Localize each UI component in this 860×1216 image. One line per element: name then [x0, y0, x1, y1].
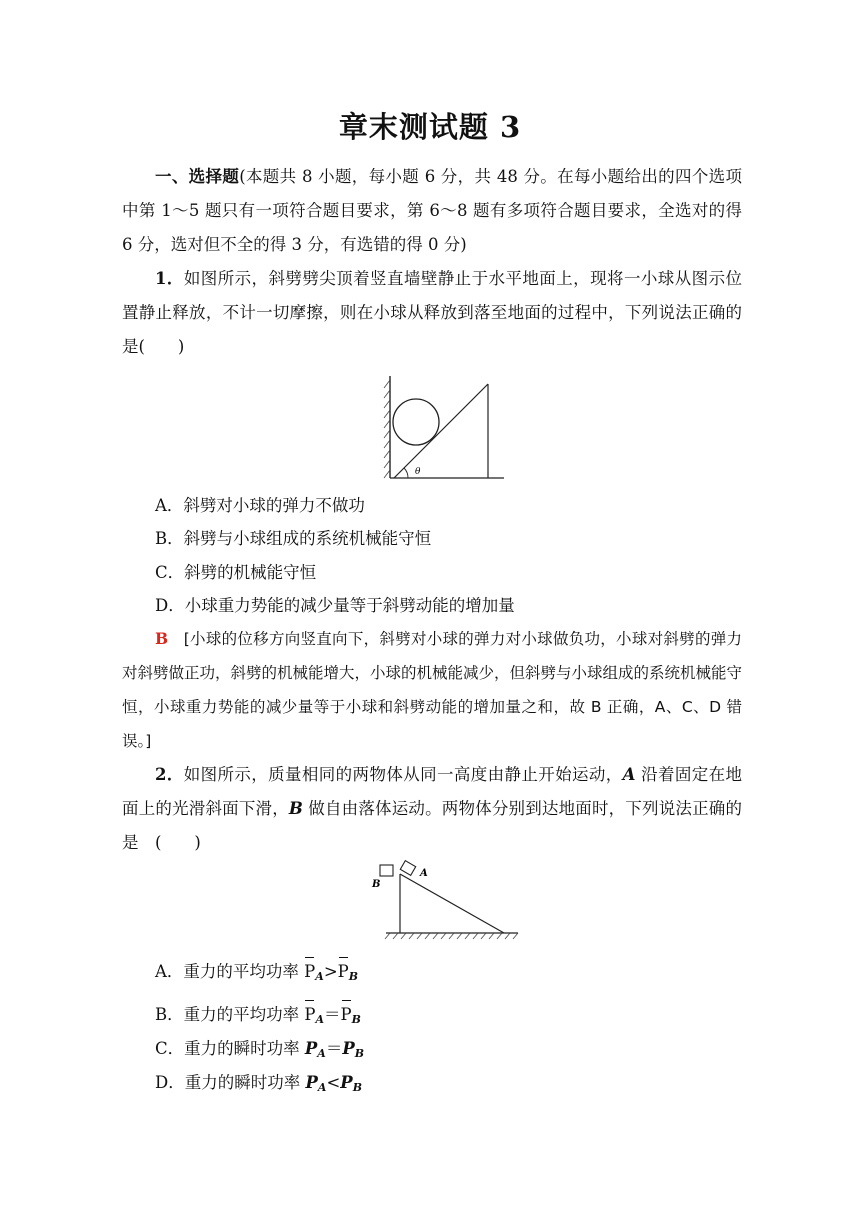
label-a: A — [420, 868, 428, 879]
question-1-option-a[interactable]: A．斜劈对小球的弹力不做功 — [155, 496, 365, 515]
p-symbol: P — [304, 962, 316, 981]
p-bar-a — [304, 1003, 315, 1027]
p-symbol: P — [304, 1005, 316, 1024]
p-symbol: P — [305, 1073, 318, 1092]
question-2-text-3: 做自由落体运动。两物体分别到达地面时，下列说法正确的是 ( ) — [122, 799, 742, 852]
section-instructions: (本题共 8 小题，每小题 6 分，共 48 分。在每小题给出的四个选项中第 1～5 题只有一项符合题目要求，第 6～8 题有多项符合题目要求，全选对的得 6 分，选对但不全的得 3 分，有选错的得 0 分) — [122, 167, 742, 254]
subscript-b: B — [352, 1081, 363, 1094]
subscript-b: B — [348, 970, 359, 983]
question-2-option-a[interactable] — [155, 960, 358, 989]
question-2-text-1: 如图所示，质量相同的两物体从同一高度由静止开始运动， — [183, 765, 623, 784]
p-bar-b — [338, 960, 349, 984]
option-b-text: B．重力的平均功率 — [155, 1005, 305, 1024]
option-d-text: D．重力的瞬时功率 — [155, 1073, 306, 1092]
relation-d: < — [326, 1073, 341, 1092]
p-symbol: P — [337, 962, 349, 981]
section-intro — [122, 160, 742, 262]
question-2-text-2: 沿着固定在地面上的光滑斜面下滑， — [122, 765, 742, 818]
relation-a: > — [323, 962, 338, 981]
subscript-a: A — [317, 1081, 327, 1094]
question-1-text: 如图所示，斜劈劈尖顶着竖直墙壁静止于水平地面上，现将一小球从图示位置静止释放，不计一切摩擦，则在小球从释放到落至地面的过程中，下列说法正确的是( ) — [122, 269, 743, 356]
question-2-option-c[interactable] — [155, 1037, 364, 1066]
question-1-option-b[interactable]: B．斜劈与小球组成的系统机械能守恒 — [155, 529, 432, 548]
question-2-option-d[interactable] — [155, 1071, 362, 1100]
question-2-option-b[interactable] — [155, 1003, 361, 1032]
p-bar-b — [341, 1003, 352, 1027]
p-symbol: P — [304, 1039, 318, 1058]
question-2-stem — [122, 758, 742, 860]
section-heading: 一、选择题 — [155, 167, 240, 186]
question-1-number: 1． — [155, 269, 184, 288]
relation-c: ＝ — [325, 1039, 343, 1058]
page-title: 章末测试题 3 — [338, 110, 522, 144]
question-2-number: 2． — [155, 765, 184, 784]
question-1-option-c[interactable]: C．斜劈的机械能守恒 — [155, 563, 317, 582]
subscript-a: A — [317, 1047, 326, 1060]
question-1-answer — [122, 622, 742, 758]
object-b-ref: B — [288, 799, 303, 818]
p-symbol: P — [340, 1073, 353, 1092]
subscript-b: B — [354, 1047, 365, 1060]
theta-label: θ — [415, 467, 421, 477]
object-a-ref: A — [622, 765, 636, 784]
question-1-stem — [122, 262, 742, 364]
answer-letter: B — [155, 629, 169, 648]
relation-b: ＝ — [324, 1005, 341, 1024]
question-1-option-d[interactable]: D．小球重力势能的减少量等于斜劈动能的增加量 — [155, 596, 515, 615]
question-1-figure — [378, 374, 508, 482]
option-c-text: C．重力的瞬时功率 — [155, 1039, 305, 1058]
label-b: B — [372, 879, 381, 890]
subscript-a: A — [315, 1013, 325, 1026]
subscript-a: A — [315, 970, 324, 983]
p-symbol: P — [342, 1039, 355, 1058]
answer-explanation: [小球的位移方向竖直向下，斜劈对小球的弹力对小球做负功，小球对斜劈的弹力对斜劈做正功，斜劈的机械能增大，小球的机械能减少，但斜劈与小球组成的系统机械能守恒，小球重力势能的减少量等于小球和斜劈动能的增加量之和，故 B 正确，A、C、D 错误。] — [122, 630, 743, 750]
p-bar-a — [304, 960, 315, 984]
subscript-b: B — [351, 1013, 361, 1026]
question-2-figure — [368, 860, 523, 945]
p-symbol: P — [340, 1005, 352, 1024]
option-a-text: A．重力的平均功率 — [155, 962, 305, 981]
